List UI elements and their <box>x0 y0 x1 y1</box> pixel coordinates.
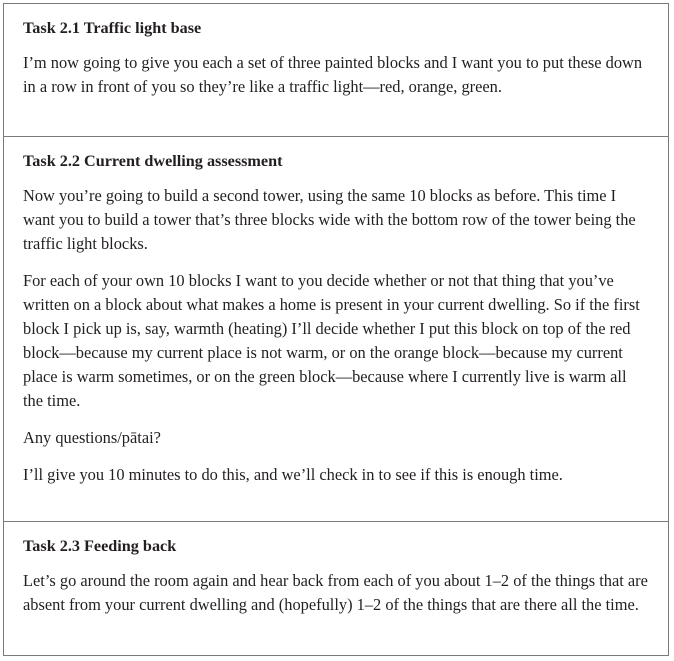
task-2-2-paragraph-1: Now you’re going to build a second tower, using the same 10 blocks as before. This time I want you to build a tower that’s three blocks wide with the bottom row of the tower being the traffic light blocks. <box>23 186 636 253</box>
task-2-2-paragraph-4: I’ll give you 10 minutes to do this, and we’ll check in to see if this is enough time. <box>23 465 563 484</box>
task-2-2-title: Task 2.2 Current dwelling assessment <box>23 152 283 170</box>
task-2-3-title: Task 2.3 Feeding back <box>23 537 177 555</box>
task-2-1-section <box>4 4 668 136</box>
task-2-3-paragraph-1: Let’s go around the room again and hear back from each of you about 1–2 of the things that are absent from your current dwelling and (hopefully) 1–2 of the things that are there all the time. <box>23 571 648 614</box>
task-2-1-paragraph-1: I’m now going to give you each a set of three painted blocks and I want you to put these down in a row in front of you so they’re like a traffic light—red, orange, green. <box>23 53 643 96</box>
task-2-1-title: Task 2.1 Traffic light base <box>23 19 202 37</box>
task-2-3-section <box>4 521 668 655</box>
task-table <box>3 3 669 656</box>
task-2-2-paragraph-3: Any questions/pātai? <box>23 428 161 447</box>
task-2-2-paragraph-2: For each of your own 10 blocks I want to you decide whether or not that thing that you’ve written on a block about what makes a home is present in your current dwelling. So if the first block I pick up is, say, warmth (heating) I’ll decide whether I put this block on top of the red block—because my current place is not warm, or on the orange block—because my current place is warm sometimes, or on the green block—because where I currently live is warm all the time. <box>23 271 640 410</box>
task-2-2-section <box>4 136 668 521</box>
